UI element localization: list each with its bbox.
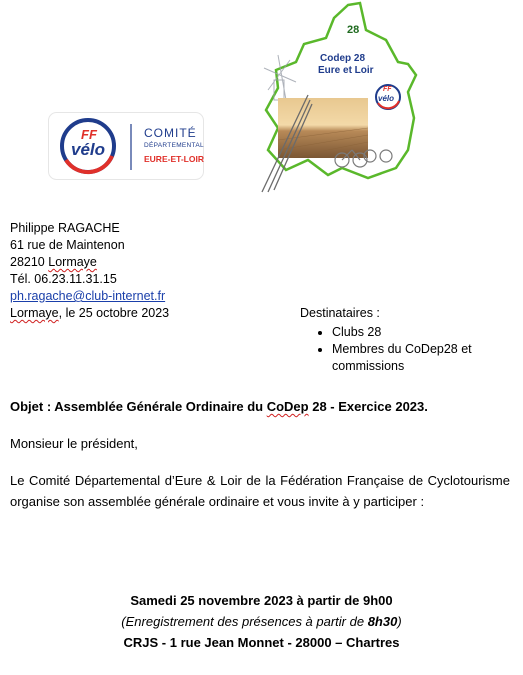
sender-phone: Tél. 06.23.11.31.15 [10, 272, 117, 286]
registration-suffix: ) [397, 614, 402, 629]
sender-street: 61 rue de Maintenon [10, 238, 125, 252]
codep-ff-text: FF [383, 86, 392, 93]
subject-codep: CoDep [266, 399, 309, 414]
codep-title: Codep 28 [320, 53, 366, 64]
recipients-block [300, 305, 510, 375]
sender-postcode: 28210 [10, 255, 45, 269]
event-registration [0, 611, 523, 632]
comite-label: COMITÉ [144, 126, 197, 140]
sender-town: Lormaye [48, 255, 97, 269]
letter-subject [10, 399, 428, 414]
departemental-label: DÉPARTEMENTAL [144, 142, 204, 149]
registration-time: 8h30 [367, 614, 398, 629]
letter-body: Le Comité Départemental d’Eure & Loir de la Fédération Française de Cyclotourisme organise son assemblée générale ordinaire et vous invite à y participer : [10, 473, 510, 509]
sender-address [10, 220, 169, 322]
codep-number: 28 [347, 24, 360, 36]
date-rest: , le 25 octobre 2023 [58, 306, 170, 320]
sender-city [10, 254, 169, 271]
event-details [0, 590, 523, 653]
subject-prefix: Objet : Assemblée Générale Ordinaire du [10, 399, 267, 414]
letter-greeting: Monsieur le président, [10, 436, 138, 451]
subject-suffix: 28 - Exercice 2023. [308, 399, 428, 414]
registration-prefix: (Enregistrement des présences à partir de [121, 614, 368, 629]
recipients-list [300, 324, 510, 375]
list-item: • Clubs 28 [332, 324, 510, 341]
codep28-logo [248, 0, 418, 195]
comite-departemental-logo [48, 112, 204, 180]
event-place: CRJS - 1 rue Jean Monnet - 28000 – Chartres [123, 635, 400, 650]
recipients-title: Destinataires : [300, 306, 380, 320]
ff-text: FF [81, 127, 97, 142]
eure-et-loir-label: EURE-ET-LOIR [144, 154, 204, 164]
velo-text: vélo [71, 140, 106, 159]
letter-date [10, 305, 169, 322]
date-place: Lormaye [10, 306, 59, 320]
sender-email-link[interactable]: ph.ragache@club-internet.fr [10, 289, 166, 303]
list-item: • Membres du CoDep28 et commissions [332, 341, 510, 375]
codep-velo-text: vélo [378, 94, 395, 103]
event-date: Samedi 25 novembre 2023 à partir de 9h00 [130, 593, 393, 608]
codep-subtitle: Eure et Loir [318, 65, 374, 76]
sender-name: Philippe RAGACHE [10, 221, 120, 235]
